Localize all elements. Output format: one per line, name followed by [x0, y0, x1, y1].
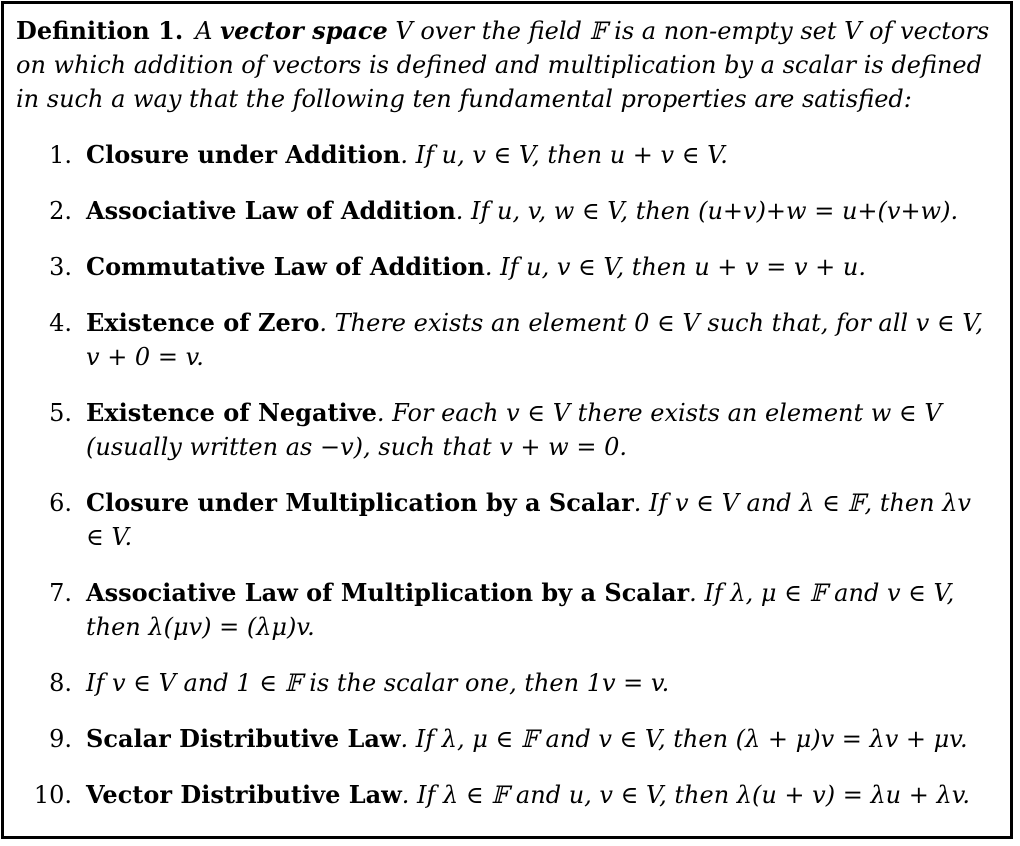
- property-number: 7.: [49, 579, 72, 607]
- property-title: Existence of Negative: [86, 398, 377, 427]
- property-text: . If u, v ∈ V, then u + v ∈ V.: [400, 141, 728, 169]
- property-text: . If λ, μ ∈ 𝔽 and v ∈ V, then (λ + μ)v = λv + μv.: [400, 725, 968, 753]
- property-number: 8.: [49, 669, 72, 697]
- property-number: 6.: [49, 489, 72, 517]
- definition-box: [1, 1, 1013, 839]
- property-title: Closure under Multiplication by a Scalar: [86, 488, 634, 517]
- definition-text: V over the field 𝔽 is a non-empty set V of vectors on which addition of vectors is defined and multiplication by a scalar is defined in such a way that the following ten fundamental properties are satisfied:: [16, 17, 990, 113]
- property-item-3: [16, 250, 1000, 284]
- property-number: 5.: [49, 399, 72, 427]
- property-title: Existence of Zero: [86, 308, 320, 337]
- definition-paragraph: [16, 14, 1000, 116]
- property-number: 2.: [49, 197, 72, 225]
- property-text: . For each v ∈ V there exists an element w ∈ V (usually written as −v), such that v + w = 0.: [86, 399, 942, 461]
- definition-pre: A: [195, 17, 221, 45]
- property-number: 1.: [49, 141, 72, 169]
- property-number: 4.: [49, 309, 72, 337]
- property-title: Vector Distributive Law: [86, 780, 402, 809]
- property-item-2: [16, 194, 1000, 228]
- property-title: Closure under Addition: [86, 140, 401, 169]
- property-item-7: [16, 576, 1000, 644]
- property-item-6: [16, 486, 1000, 554]
- property-number: 9.: [49, 725, 72, 753]
- property-item-5: [16, 396, 1000, 464]
- property-text: . If u, v ∈ V, then u + v = v + u.: [484, 253, 866, 281]
- property-title: Associative Law of Multiplication by a Scalar: [86, 578, 690, 607]
- property-title: Scalar Distributive Law: [86, 724, 401, 753]
- property-text: If v ∈ V and 1 ∈ 𝔽 is the scalar one, then 1v = v.: [86, 669, 670, 697]
- property-item-9: [16, 722, 1000, 756]
- property-text: . If λ ∈ 𝔽 and u, v ∈ V, then λ(u + v) = λu + λv.: [401, 781, 971, 809]
- property-number: 3.: [49, 253, 72, 281]
- property-text: . There exists an element 0 ∈ V such that, for all v ∈ V, v + 0 = v.: [86, 309, 984, 371]
- property-text: . If λ, μ ∈ 𝔽 and v ∈ V, then λ(μv) = (λμ)v.: [86, 579, 955, 641]
- property-item-4: [16, 306, 1000, 374]
- property-list: [16, 138, 1000, 812]
- definition-heading: Definition 1.: [16, 16, 184, 45]
- property-item-8: [16, 666, 1000, 700]
- property-item-1: [16, 138, 1000, 172]
- property-title: Associative Law of Addition: [86, 196, 456, 225]
- property-text: . If u, v, w ∈ V, then (u+v)+w = u+(v+w).: [455, 197, 959, 225]
- property-title: Commutative Law of Addition: [86, 252, 485, 281]
- definition-term: vector space: [220, 16, 388, 45]
- property-text: . If v ∈ V and λ ∈ 𝔽, then λv ∈ V.: [86, 489, 971, 551]
- property-number: 10.: [33, 781, 72, 809]
- property-item-10: [16, 778, 1000, 812]
